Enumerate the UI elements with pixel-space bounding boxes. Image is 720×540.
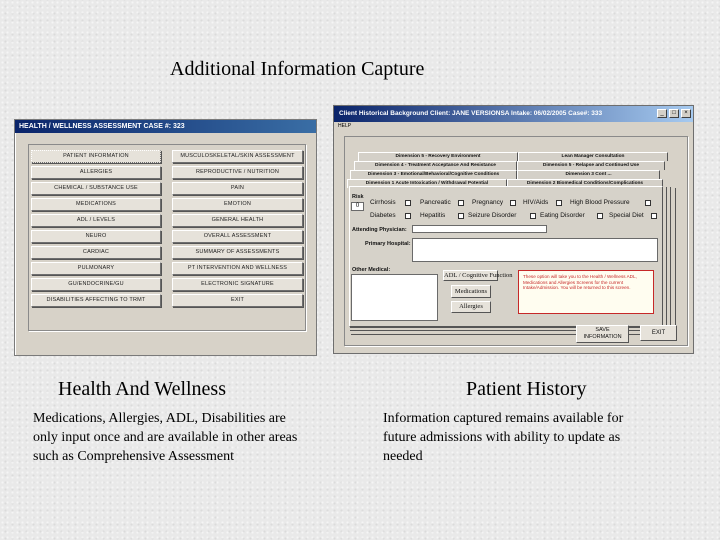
condition-high-blood-pressure-label: High Blood Pressure: [570, 199, 630, 206]
adl-cognitive-function-button[interactable]: ADL / Cognitive Function: [444, 272, 513, 279]
condition-pancreatic-label: Pancreatic: [420, 199, 451, 206]
condition-high-blood-pressure-checkbox[interactable]: [645, 200, 651, 206]
condition-diabetes-checkbox[interactable]: [405, 213, 411, 219]
hw-button-allergies[interactable]: ALLERGIES: [31, 166, 161, 179]
hw-button-patient-information[interactable]: PATIENT INFORMATION: [31, 150, 161, 163]
minimize-icon[interactable]: _: [657, 109, 667, 118]
patient-history-caption-title: Patient History: [466, 378, 587, 400]
medications-button[interactable]: Medications: [451, 285, 491, 298]
patient-history-caption-body: [383, 409, 623, 466]
condition-pregnancy-label: Pregnancy: [472, 199, 504, 206]
caption-line: Information captured remains available for: [383, 411, 624, 426]
tab-dimension-3-cont[interactable]: Dimension 3 Cont ...: [517, 170, 660, 179]
risk-field[interactable]: 0: [351, 202, 364, 211]
condition-hepatitis-label: Hepatitis: [420, 212, 446, 219]
caption-line: Medications, Allergies, ADL, Disabilities are: [33, 411, 286, 426]
hw-button-reproductive-nutrition[interactable]: REPRODUCTIVE / NUTRITION: [172, 166, 303, 179]
condition-special-diet-label: Special Diet: [609, 212, 644, 219]
other-medical-field[interactable]: [351, 274, 438, 321]
condition-cirrhosis-checkbox[interactable]: [405, 200, 411, 206]
primary-hospital-label: Primary Hospital:: [365, 241, 411, 247]
caption-line: such as Comprehensive Assessment: [33, 449, 235, 464]
condition-hiv-aids-checkbox[interactable]: [556, 200, 562, 206]
condition-special-diet-checkbox[interactable]: [651, 213, 657, 219]
condition-hiv-aids-label: HIV/Aids: [523, 199, 549, 206]
condition-hepatitis-checkbox[interactable]: [458, 213, 464, 219]
tab-dimension-4-treatment[interactable]: Dimension 4 - Treatment Acceptance And Resistance: [354, 161, 517, 170]
tab-case-manager-consultation[interactable]: Lean Manager Consultation: [518, 152, 668, 161]
caption-line: needed: [383, 449, 423, 464]
tab-dimension-5-relapse[interactable]: Dimension 5 - Relapse and Continued Use: [517, 161, 665, 170]
allergies-button[interactable]: Allergies: [451, 301, 491, 313]
condition-pregnancy-checkbox[interactable]: [510, 200, 516, 206]
health-wellness-caption-body: [33, 409, 297, 466]
condition-eating-disorder-checkbox[interactable]: [597, 213, 603, 219]
hw-button-cardiac[interactable]: CARDIAC: [31, 246, 161, 259]
client-history-title-bar: Client Historical Background Client: JANE VERSIONSA Intake: 06/02/2005 Case#: 333: [334, 106, 693, 122]
hw-button-gu-endocrine-gu[interactable]: GU/ENDOCRINE/GU: [31, 278, 161, 291]
hw-button-neuro[interactable]: NEURO: [31, 230, 161, 243]
hw-button-overall-assessment[interactable]: OVERALL ASSESSMENT: [172, 230, 303, 243]
hw-button-musculoskeletal-skin-assessment[interactable]: MUSCULOSKELETAL/SKIN ASSESSMENT: [172, 150, 303, 163]
condition-eating-disorder-label: Eating Disorder: [540, 212, 585, 219]
menu-help[interactable]: HELP: [338, 123, 352, 129]
save-information-button[interactable]: SAVE INFORMATION: [576, 325, 629, 343]
hw-button-pain[interactable]: PAIN: [172, 182, 303, 195]
hw-button-chemical-substance-use[interactable]: CHEMICAL / SUBSTANCE USE: [31, 182, 161, 195]
condition-diabetes-label: Diabetes: [370, 212, 396, 219]
other-medical-label: Other Medical:: [352, 267, 391, 273]
attending-physician-field[interactable]: [412, 225, 547, 233]
tab-dimension-2-biomedical[interactable]: Dimension 2 Biomedical Conditions/Complications: [507, 179, 663, 188]
condition-pancreatic-checkbox[interactable]: [458, 200, 464, 206]
primary-hospital-field[interactable]: [412, 238, 658, 262]
attending-physician-label: Attending Physician:: [352, 227, 407, 233]
hw-button-emotion[interactable]: EMOTION: [172, 198, 303, 211]
hw-button-general-health[interactable]: GENERAL HEALTH: [172, 214, 303, 227]
condition-seizure-disorder-label: Seizure Disorder: [468, 212, 517, 219]
hw-button-medications[interactable]: MEDICATIONS: [31, 198, 161, 211]
maximize-icon[interactable]: □: [669, 109, 679, 118]
tab-dimension-5-recovery[interactable]: Dimension 5 - Recovery Environment: [358, 152, 518, 161]
hw-button-summary-of-assessments[interactable]: SUMMARY OF ASSESSMENTS: [172, 246, 303, 259]
hw-button-adl-levels[interactable]: ADL / LEVELS: [31, 214, 161, 227]
condition-seizure-disorder-checkbox[interactable]: [530, 213, 536, 219]
caption-line: only input once and are available in other areas: [33, 430, 298, 445]
navigation-note: These option will take you to the Health / Wellness ADL, Medications and Allergies Screens for the current Intake/Admission. You will be returned to this screen.: [518, 270, 654, 314]
hw-button-electronic-signature[interactable]: ELECTRONIC SIGNATURE: [172, 278, 303, 291]
tab-dimension-3-emotional[interactable]: Dimension 3 - Emotional/Behavioral/Cognitive Conditions: [350, 170, 517, 179]
tab-dimension-1-intoxication[interactable]: Dimension 1 Acute Intoxication / Withdrawal Potential: [347, 179, 507, 188]
caption-line: future admissions with ability to update as: [383, 430, 621, 445]
exit-button[interactable]: EXIT: [640, 325, 677, 341]
hw-button-exit[interactable]: EXIT: [172, 294, 303, 307]
hw-button-pulmonary[interactable]: PULMONARY: [31, 262, 161, 275]
condition-cirrhosis-label: Cirrhosis: [370, 199, 396, 206]
health-wellness-title-bar: HEALTH / WELLNESS ASSESSMENT CASE #: 323: [15, 120, 316, 133]
health-wellness-caption-title: Health And Wellness: [58, 378, 226, 400]
slide-title: Additional Information Capture: [170, 58, 425, 80]
health-wellness-window: [14, 119, 317, 356]
close-icon[interactable]: ×: [681, 109, 691, 118]
hw-button-disabilities-affecting-to-trmt[interactable]: DISABILITIES AFFECTING TO TRMT: [31, 294, 161, 307]
hw-button-pt-intervention-and-wellness[interactable]: PT INTERVENTION AND WELLNESS: [172, 262, 303, 275]
risk-label: Risk: [352, 194, 364, 200]
